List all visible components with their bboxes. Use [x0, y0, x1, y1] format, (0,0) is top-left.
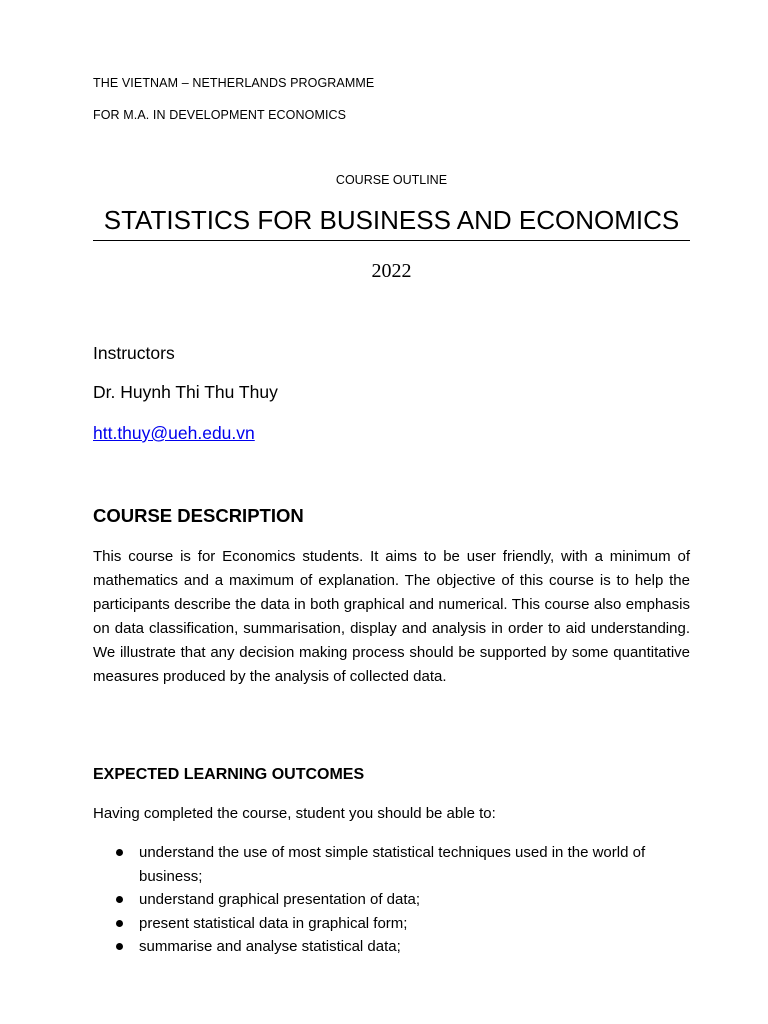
course-year: 2022 — [371, 260, 412, 282]
programme-header-line-2: FOR M.A. IN DEVELOPMENT ECONOMICS — [93, 108, 347, 122]
bullet-icon — [116, 849, 123, 856]
learning-outcomes-list — [93, 841, 690, 959]
list-item — [93, 841, 690, 888]
list-item-text: present statistical data in graphical form; — [139, 914, 408, 932]
list-item-text: understand the use of most simple statistical techniques used in the world of business; — [139, 844, 646, 885]
list-item — [93, 888, 690, 912]
course-description-heading: COURSE DESCRIPTION — [93, 505, 304, 526]
instructor-email-link[interactable]: htt.thuy@ueh.edu.vn — [93, 423, 255, 443]
programme-header-line-1: THE VIETNAM – NETHERLANDS PROGRAMME — [93, 76, 375, 90]
course-title: STATISTICS FOR BUSINESS AND ECONOMICS — [93, 203, 690, 241]
instructor-name: Dr. Huynh Thi Thu Thuy — [93, 382, 278, 402]
course-description-text: This course is for Economics students. It aims to be user friendly, with a minimum of mathematics and a maximum of explanation. The objective of this course is to help the participants describe the data in both graphical and numerical. This course also emphasis on data classification, summarisation, display and analysis in order to aid understanding. We illustrate that any decision making process should be supported by some quantitative measures produced by the analysis of collected data. — [93, 548, 690, 685]
list-item — [93, 935, 690, 959]
learning-outcomes-intro: Having completed the course, student you should be able to: — [93, 805, 496, 822]
list-item-text: summarise and analyse statistical data; — [139, 938, 401, 955]
bullet-icon — [116, 896, 123, 903]
bullet-icon — [116, 943, 123, 950]
instructors-label: Instructors — [93, 343, 175, 363]
list-item — [93, 912, 690, 936]
learning-outcomes-heading: EXPECTED LEARNING OUTCOMES — [93, 766, 365, 783]
bullet-icon — [116, 920, 123, 927]
list-item-text: understand graphical presentation of data; — [139, 891, 421, 908]
course-outline-label: COURSE OUTLINE — [335, 173, 448, 187]
